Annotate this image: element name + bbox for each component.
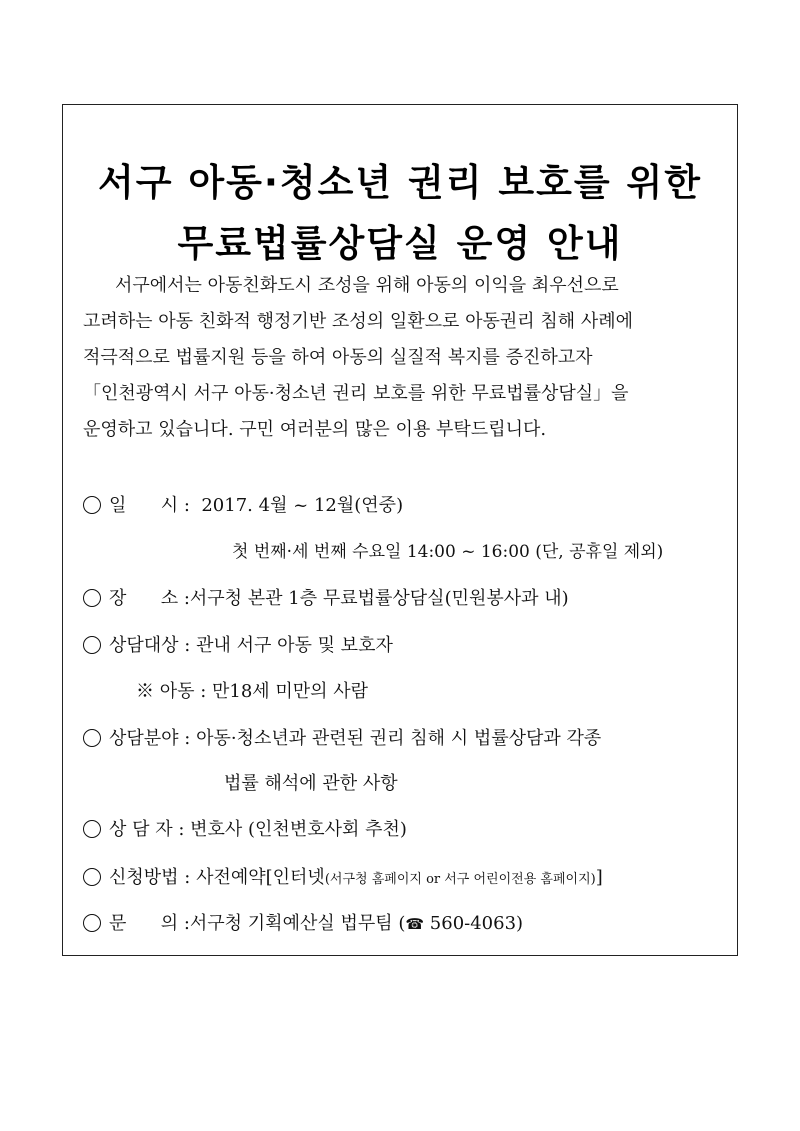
item-apply <box>83 866 603 892</box>
item-contact-phone: 560-4063) <box>424 913 524 934</box>
item-place <box>83 587 569 611</box>
item-target-value: 관내 서구 아동 및 보호자 <box>196 635 393 656</box>
item-apply-value-end: ] <box>595 867 603 888</box>
item-date-value: 2017. 4월 ~ 12월(연중) <box>201 495 404 516</box>
item-field <box>83 727 601 751</box>
item-date-label: 일 시 : <box>109 495 190 516</box>
item-place-label: 장 소 : <box>109 588 190 609</box>
circle-bullet-icon <box>83 496 101 514</box>
item-contact-value: 서구청 기획예산실 법무팀 ( <box>189 913 406 934</box>
item-counselor <box>83 818 407 842</box>
item-target-label: 상담대상 : <box>109 635 191 656</box>
intro-line-1: 서구에서는 아동친화도시 조성을 위해 아동의 이익을 최우선으로 <box>115 275 619 296</box>
item-place-value: 서구청 본관 1층 무료법률상담실(민원봉사과 내) <box>189 588 569 609</box>
item-contact-label: 문 의 : <box>109 913 190 934</box>
item-apply-value-small: (서구청 홈페이지 or 서구 어린이전용 홈페이지) <box>324 872 596 887</box>
intro-line-2: 고려하는 아동 친화적 행정기반 조성의 일환으로 아동권리 침해 사례에 <box>83 311 634 332</box>
item-date-detail: 첫 번째·세 번째 수요일 14:00 ~ 16:00 (단, 공휴일 제외) <box>232 542 664 562</box>
item-counselor-label: 상 담 자 : <box>109 819 185 840</box>
intro-line-5: 운영하고 있습니다. 구민 여러분의 많은 이용 부탁드립니다. <box>83 419 547 440</box>
circle-bullet-icon <box>83 589 101 607</box>
notice-title-line1: 서구 아동·청소년 권리 보호를 위한 <box>98 161 702 204</box>
circle-bullet-icon <box>83 636 101 654</box>
item-field-value2: 법률 해석에 관한 사항 <box>224 773 398 794</box>
item-contact <box>83 912 523 936</box>
circle-bullet-icon <box>83 914 101 932</box>
circle-bullet-icon <box>83 868 101 886</box>
item-counselor-value: 변호사 (인천변호사회 추천) <box>190 819 407 840</box>
item-apply-value: 사전예약[인터넷 <box>196 867 325 888</box>
item-date <box>83 494 403 518</box>
intro-line-4: 「인천광역시 서구 아동·청소년 권리 보호를 위한 무료법률상담실」을 <box>83 383 629 404</box>
intro-paragraph <box>83 268 717 448</box>
notice-title-line2: 무료법률상담실 운영 안내 <box>177 222 623 265</box>
item-target-note: ※ 아동 : 만18세 미만의 사람 <box>136 681 369 702</box>
circle-bullet-icon <box>83 820 101 838</box>
item-target <box>83 634 393 658</box>
item-field-label: 상담분야 : <box>109 728 191 749</box>
phone-icon: ☎ <box>405 915 425 933</box>
intro-line-3: 적극적으로 법률지원 등을 하여 아동의 실질적 복지를 증진하고자 <box>83 347 593 368</box>
circle-bullet-icon <box>83 729 101 747</box>
item-apply-label: 신청방법 : <box>109 867 191 888</box>
item-field-value: 아동·청소년과 관련된 권리 침해 시 법률상담과 각종 <box>196 728 602 749</box>
